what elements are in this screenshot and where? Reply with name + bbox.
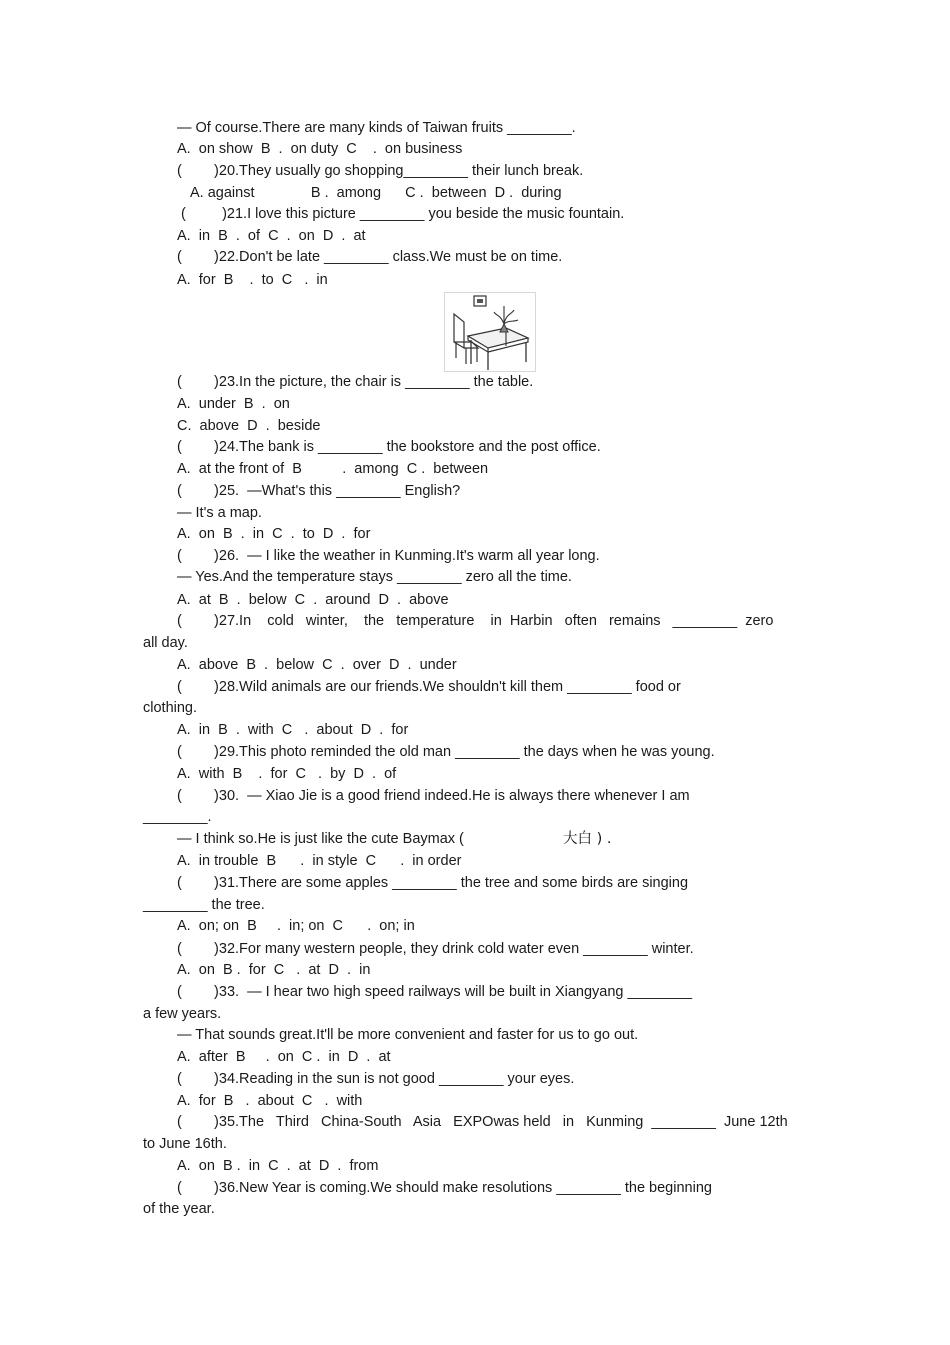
q26-options: A. at B . below C . around D . above xyxy=(177,592,449,608)
q20-stem: ( )20.They usually go shopping________ their lunch break. xyxy=(177,163,584,179)
q28-stem: ( )28.Wild animals are our friends.We shouldn't kill them ________ food or xyxy=(177,679,681,695)
q32-options: A. on B . for C . at D . in xyxy=(177,962,371,978)
q23-stem: ( )23.In the picture, the chair is ________ the table. xyxy=(177,374,534,390)
q26-stem: ( )26. — I like the weather in Kunming.It's warm all year long. xyxy=(177,548,600,564)
q34-options: A. for B . about C . with xyxy=(177,1093,363,1109)
q22-options: A. for B . to C . in xyxy=(177,272,328,288)
q35-options: A. on B . in C . at D . from xyxy=(177,1158,379,1174)
q32-stem: ( )32.For many western people, they drink cold water even ________ winter. xyxy=(177,941,694,957)
q31-options: A. on; on B . in; on C . on; in xyxy=(177,918,415,934)
q34-stem: ( )34.Reading in the sun is not good ________ your eyes. xyxy=(177,1071,575,1087)
q33-response: — That sounds great.It'll be more convenient and faster for us to go out. xyxy=(177,1027,639,1043)
q22-stem: ( )22.Don't be late ________ class.We must be on time. xyxy=(177,249,563,265)
q20-options: A. against B . among C . between D . during xyxy=(190,185,562,201)
q23-options-cd: C. above D . beside xyxy=(177,418,321,434)
q36-stem-cont: of the year. xyxy=(143,1201,215,1217)
q29-options: A. with B . for C . by D . of xyxy=(177,766,397,782)
q33-options: A. after B . on C . in D . at xyxy=(177,1049,391,1065)
q30-stem-cont: ________. xyxy=(143,809,212,825)
q30-options: A. in trouble B . in style C . in order xyxy=(177,853,462,869)
q35-stem-cont: to June 16th. xyxy=(143,1136,227,1152)
q25-options: A. on B . in C . to D . for xyxy=(177,526,371,542)
q30-response: — I think so.He is just like the cute Baymax ( xyxy=(177,831,464,847)
q25-response: — It's a map. xyxy=(177,505,262,521)
q31-stem: ( )31.There are some apples ________ the tree and some birds are singing xyxy=(177,875,689,891)
q21-options: A. in B . of C . on D . at xyxy=(177,228,366,244)
q28-stem-cont: clothing. xyxy=(143,700,198,716)
q19-answer-line: — Of course.There are many kinds of Taiwan fruits ________. xyxy=(177,120,576,136)
q35-stem: ( )35.The Third China-South Asia EXPOwas held in Kunming ________ June 12th xyxy=(177,1114,788,1130)
q21-stem: ( )21.I love this picture ________ you beside the music fountain. xyxy=(181,206,625,222)
q24-options: A. at the front of B . among C . between xyxy=(177,461,489,477)
q36-stem: ( )36.New Year is coming.We should make resolutions ________ the beginning xyxy=(177,1180,712,1196)
q30-response-cjk: 大白 ) . xyxy=(563,831,612,847)
q27-stem-cont: all day. xyxy=(143,635,188,651)
q29-stem: ( )29.This photo reminded the old man ________ the days when he was young. xyxy=(177,744,715,760)
q27-stem: ( )27.In cold winter, the temperature in Harbin often remains ________ zero xyxy=(177,613,774,629)
q33-stem-cont: a few years. xyxy=(143,1006,222,1022)
chair-table-illustration xyxy=(444,292,536,372)
q28-options: A. in B . with C . about D . for xyxy=(177,722,409,738)
q25-stem: ( )25. —What's this ________ English? xyxy=(177,483,461,499)
q31-stem-cont: ________ the tree. xyxy=(143,897,265,913)
q27-options: A. above B . below C . over D . under xyxy=(177,657,457,673)
q23-options-ab: A. under B . on xyxy=(177,396,290,412)
q19-options: A. on show B . on duty C . on business xyxy=(177,141,463,157)
q30-stem: ( )30. — Xiao Jie is a good friend indeed.He is always there whenever I am xyxy=(177,788,690,804)
q24-stem: ( )24.The bank is ________ the bookstore and the post office. xyxy=(177,439,601,455)
q33-stem: ( )33. — I hear two high speed railways will be built in Xiangyang ________ xyxy=(177,984,693,1000)
q26-response: — Yes.And the temperature stays ________ zero all the time. xyxy=(177,569,572,585)
